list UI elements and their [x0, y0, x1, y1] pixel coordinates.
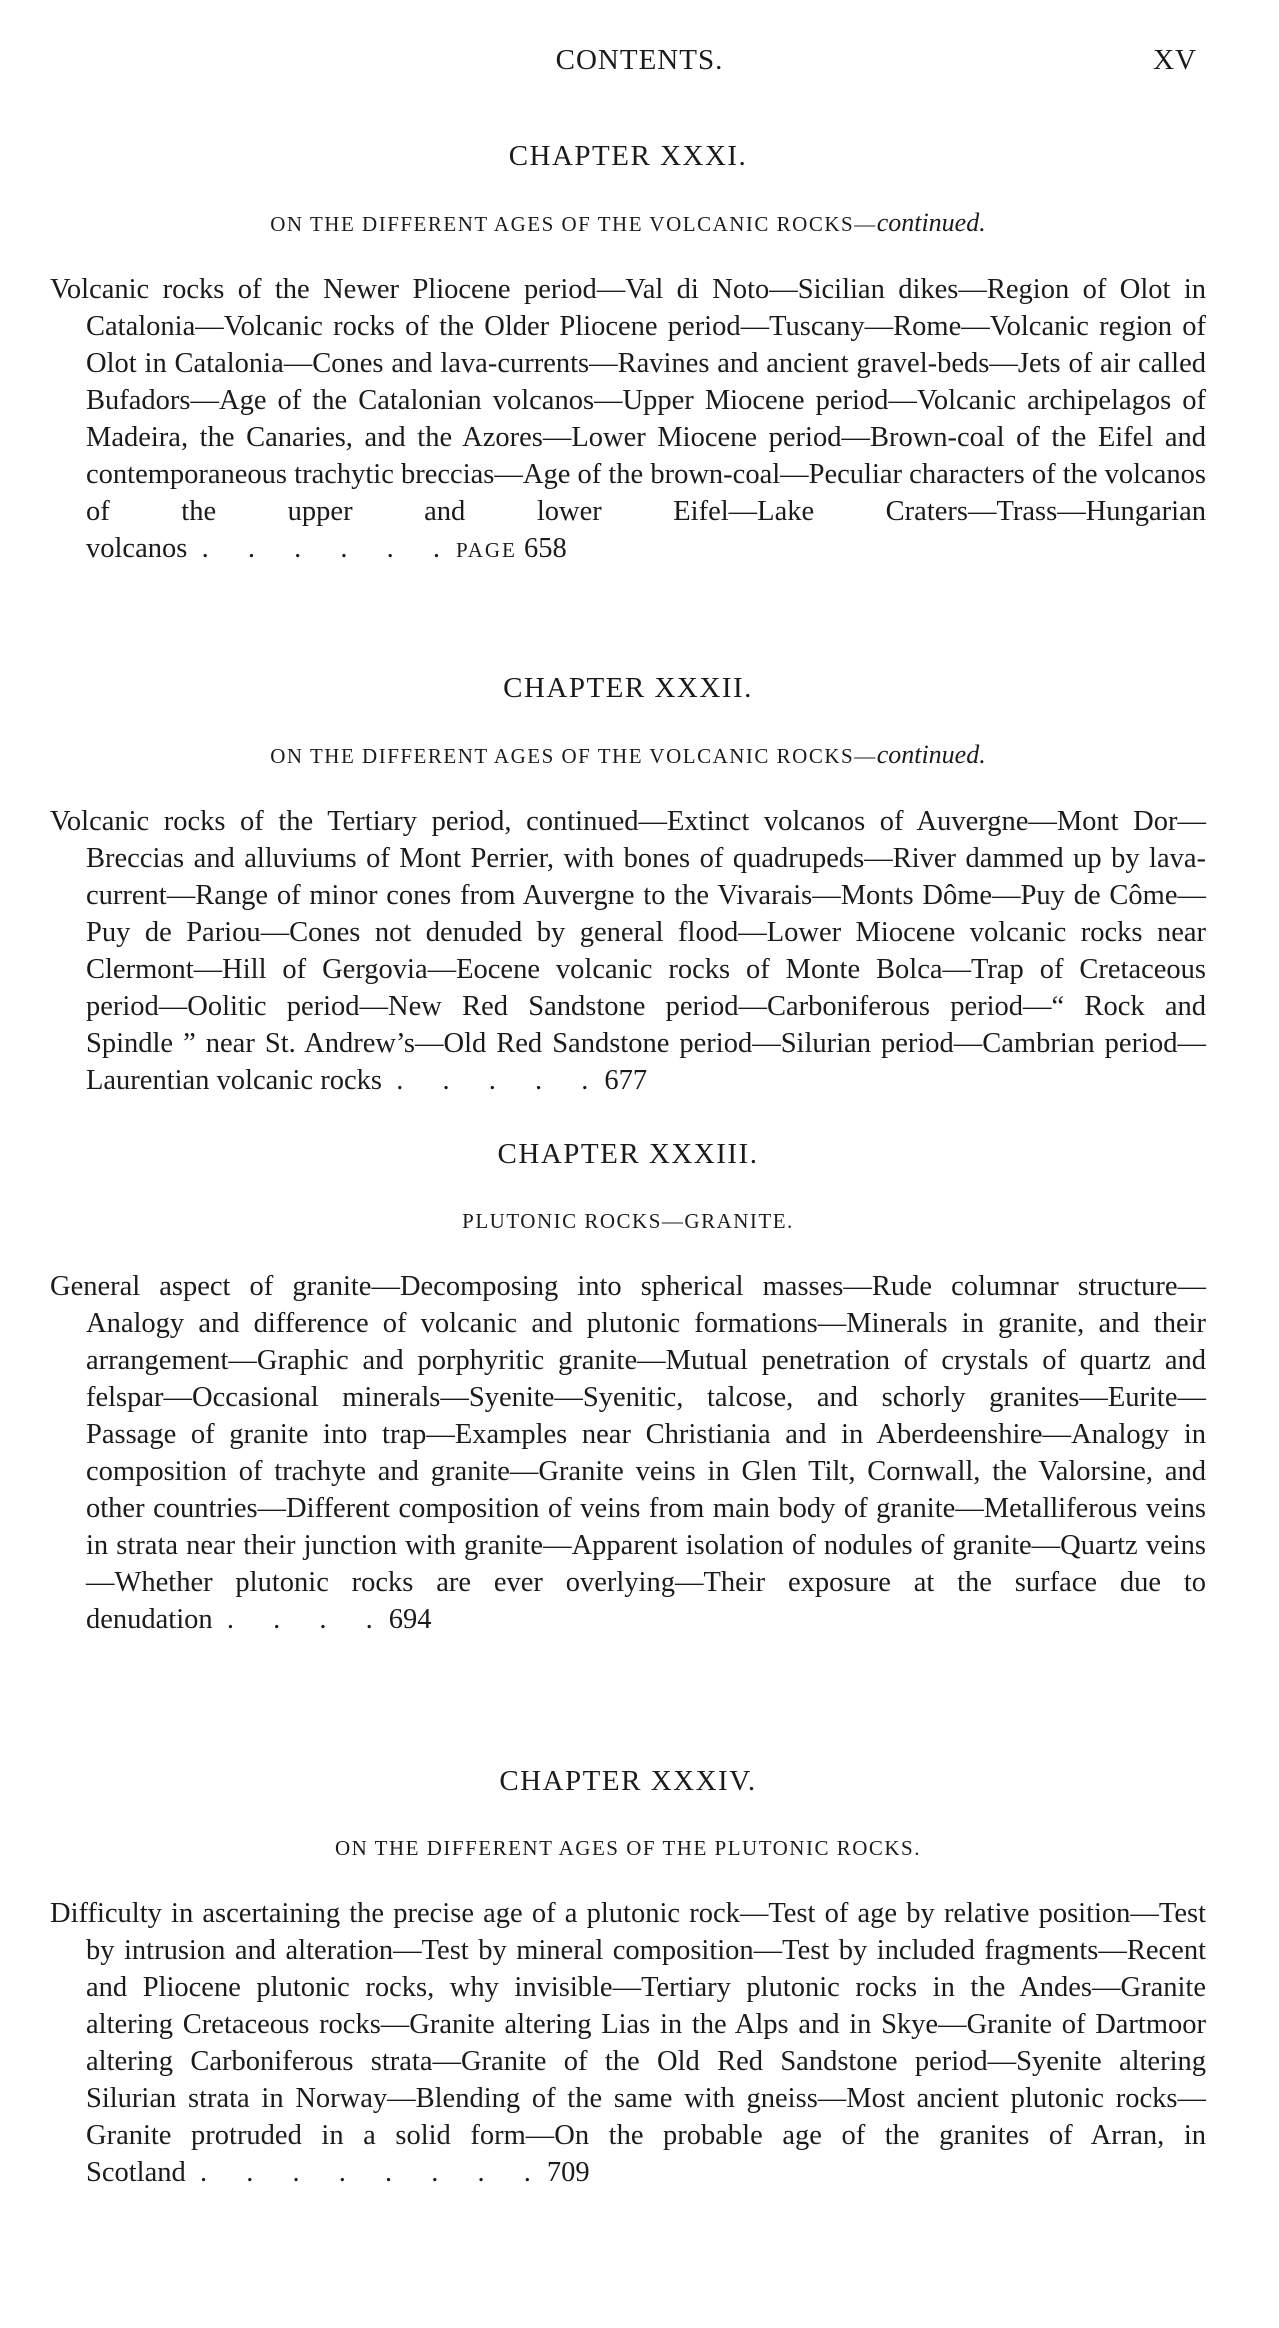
chapter-title: CHAPTER XXXI. [508, 140, 748, 172]
dot-leader: . . . . . . [201, 533, 456, 564]
page-label: PAGE [455, 538, 517, 562]
summary-text: Volcanic rocks of the Tertiary period, continued—Extinct volcanos of Auvergne—Mont Dor—Breccias and alluviums of Mont Perrier, with bones of quadrupeds—River dammed up by lava-current—Range of minor cones from Auvergne to the Vivarais—Monts Dôme—Puy de Côme—Puy de Pariou—Cones not denuded by general flood—Lower Miocene volcanic rocks near Clermont—Hill of Gergovia—Eocene volcanic rocks of Monte Bolca—Trap of Cretaceous period—Oolitic period—New Red Sandstone period—Carboniferous period—“ Rock and Spindle ” near St. Andrew’s—Old Red Sandstone period—Silurian period—Cambrian period—Laurentian volcanic rocks [50, 806, 1206, 1096]
page-number: 658 [523, 533, 567, 564]
chapter-title: CHAPTER XXXIII. [497, 1138, 759, 1170]
summary-text: Volcanic rocks of the Newer Pliocene period—Val di Noto—Sicilian dikes—Region of Olot in Catalonia—Volcanic rocks of the Older Pliocene period—Tuscany—Rome—Volcanic region of Olot in Catalonia—Cones and lava-currents—Ravines and ancient gravel-beds—Jets of air called Bufadors—Age of the Catalonian volcanos—Upper Miocene period—Volcanic archipelagos of Madeira, the Canaries, and the Azores—Lower Miocene period—Brown-coal of the Eifel and contemporaneous trachytic breccias—Age of the brown-coal—Peculiar characters of the volcanos of the upper and lower Eifel—Lake Craters—Trass—Hungarian volcanos [50, 274, 1206, 564]
chapter-summary [50, 1268, 1206, 1638]
subtitle-text: ON THE DIFFERENT AGES OF THE PLUTONIC ROCKS. [334, 1836, 921, 1860]
subtitle-text: ON THE DIFFERENT AGES OF THE VOLCANIC ROCKS— [270, 212, 877, 236]
chapter-xxxiii [50, 1136, 1206, 1638]
chapter-xxxii [50, 670, 1206, 1099]
chapter-subtitle [50, 740, 1206, 771]
subtitle-text: ON THE DIFFERENT AGES OF THE VOLCANIC ROCKS— [270, 744, 877, 768]
page-number: 677 [604, 1065, 648, 1096]
chapter-subtitle [50, 208, 1206, 239]
running-head-title: CONTENTS. [555, 44, 724, 76]
page-number: 709 [546, 2157, 590, 2188]
chapter-summary [50, 271, 1206, 569]
chapter-xxxiv [50, 1763, 1206, 2191]
dot-leader: . . . . . [396, 1065, 605, 1096]
dot-leader: . . . . . . . . [200, 2157, 547, 2188]
dot-leader: . . . . [226, 1604, 389, 1635]
chapter-summary [50, 1895, 1206, 2191]
chapter-subtitle [50, 1833, 1206, 1863]
chapter-summary [50, 803, 1206, 1099]
running-head [0, 44, 1279, 80]
summary-text: General aspect of granite—Decomposing into spherical masses—Rude columnar structure—Analogy and difference of volcanic and plutonic formations—Minerals in granite, and their arrangement—Graphic and porphyritic granite—Mutual penetration of crystals of quartz and felspar—Occasional minerals—Syenite—Syenitic, talcose, and schorly granites—Eurite—Passage of granite into trap—Examples near Christiania and in Aberdeenshire—Analogy in composition of trachyte and granite—Granite veins in Glen Tilt, Cornwall, the Valorsine, and other countries—Different composition of veins from main body of granite—Metalliferous veins in strata near their junction with granite—Apparent isolation of nodules of granite—Quartz veins—Whether plutonic rocks are ever overlying—Their exposure at the surface due to denudation [50, 1271, 1206, 1635]
subtitle-continued: continued. [876, 208, 986, 237]
chapter-title: CHAPTER XXXIV. [499, 1765, 757, 1797]
subtitle-text: PLUTONIC ROCKS—GRANITE. [462, 1209, 794, 1233]
running-head-page-number: XV [1153, 44, 1197, 76]
chapter-title: CHAPTER XXXII. [503, 672, 753, 704]
chapter-subtitle [50, 1206, 1206, 1236]
summary-text: Difficulty in ascertaining the precise age of a plutonic rock—Test of age by relative position—Test by intrusion and alteration—Test by mineral composition—Test by included fragments—Recent and Pliocene plutonic rocks, why invisible—Tertiary plutonic rocks in the Andes—Granite altering Cretaceous rocks—Granite altering Lias in the Alps and in Skye—Granite of Dartmoor altering Carboniferous strata—Granite of the Old Red Sandstone period—Syenite altering Silurian strata in Norway—Blending of the same with gneiss—Most ancient plutonic rocks—Granite protruded in a solid form—On the probable age of the granites of Arran, in Scotland [50, 1898, 1206, 2188]
subtitle-continued: continued. [876, 740, 986, 769]
page-number: 694 [388, 1604, 432, 1635]
chapter-xxxi [50, 138, 1206, 569]
